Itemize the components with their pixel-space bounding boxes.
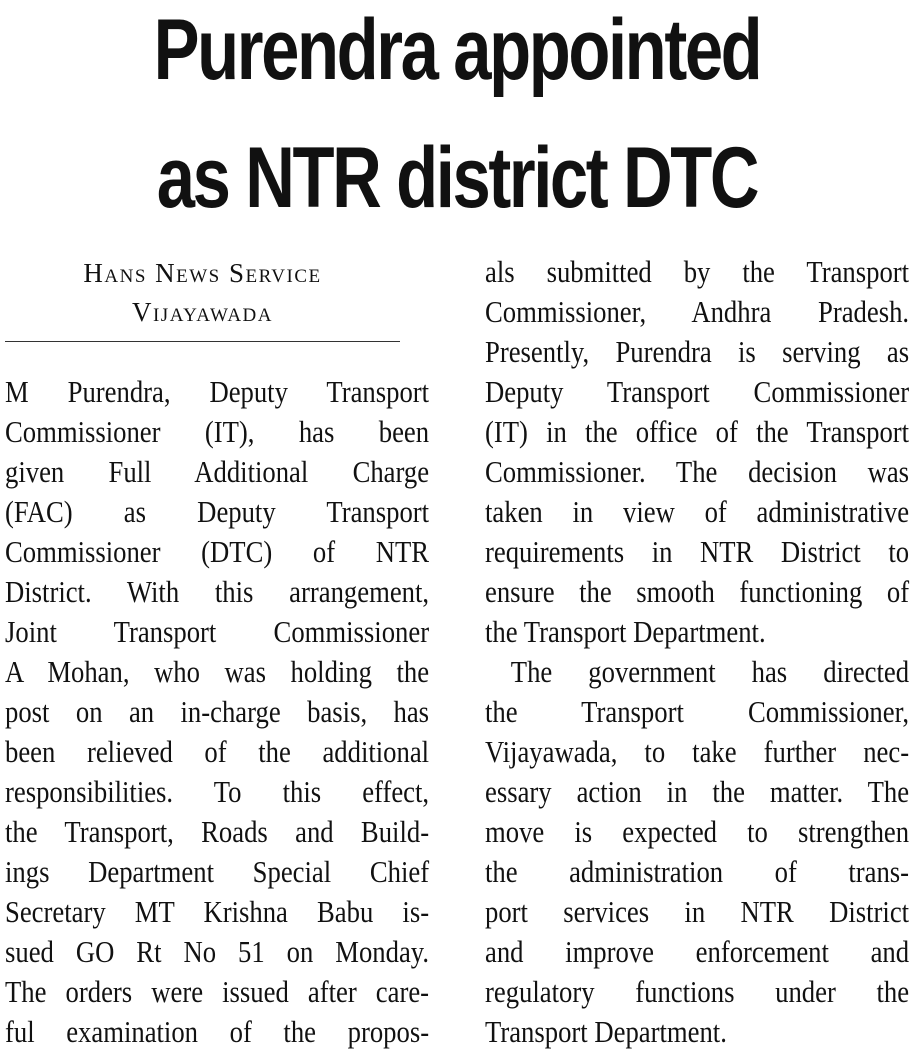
byline-place: Vijayawada: [131, 297, 273, 327]
body-line: The orders were issued after care-: [5, 974, 430, 1009]
body-line: requirements in NTR District to: [485, 534, 910, 569]
body-line: (FAC) as Deputy Transport: [5, 494, 430, 529]
body-line: The government has directed: [510, 654, 910, 689]
body-line: the administration of trans-: [485, 854, 910, 889]
body-line: Vijayawada, to take further nec-: [485, 734, 910, 769]
body-line: essary action in the matter. The: [485, 774, 910, 809]
body-column-left: [5, 372, 429, 1052]
body-line: Secretary MT Krishna Babu is-: [5, 894, 430, 929]
body-line: District. With this arrangement,: [5, 574, 430, 609]
body-line: regulatory functions under the: [485, 974, 910, 1009]
body-line: given Full Additional Charge: [5, 454, 430, 489]
headline-line-2: as NTR district DTC: [156, 130, 758, 226]
body-line: the Transport Commissioner,: [485, 694, 910, 729]
body-line: move is expected to strengthen: [485, 814, 910, 849]
body-line: responsibilities. To this effect,: [5, 774, 430, 809]
body-line: M Purendra, Deputy Transport: [5, 374, 430, 409]
body-line: Deputy Transport Commissioner: [485, 374, 910, 409]
body-line: ful examination of the propos-: [5, 1014, 430, 1049]
body-line: Commissioner (DTC) of NTR: [5, 534, 430, 569]
body-line: A Mohan, who was holding the: [5, 654, 430, 689]
body-line: taken in view of administrative: [485, 494, 910, 529]
body-line: post on an in-charge basis, has: [5, 694, 430, 729]
body-line: and improve enforcement and: [485, 934, 910, 969]
body-line: been relieved of the additional: [5, 734, 430, 769]
body-line: Joint Transport Commissioner: [5, 614, 430, 649]
body-line: Transport Department.: [485, 1014, 727, 1049]
body-line: port services in NTR District: [485, 894, 910, 929]
body-line: the Transport, Roads and Build-: [5, 814, 430, 849]
body-line: the Transport Department.: [485, 614, 766, 649]
body-line: Presently, Purendra is serving as: [485, 334, 910, 369]
body-line: Commissioner, Andhra Pradesh.: [485, 294, 910, 329]
body-line: sued GO Rt No 51 on Monday.: [5, 934, 430, 969]
body-line: (IT) in the office of the Transport: [485, 414, 910, 449]
byline-agency: Hans News Service: [83, 258, 322, 288]
headline-line-1: Purendra appointed: [153, 2, 761, 98]
body-line: ensure the smooth functioning of: [485, 574, 910, 609]
body-column-right: [485, 252, 909, 1052]
byline-divider: [5, 341, 400, 342]
body-line: ings Department Special Chief: [5, 854, 430, 889]
body-line: Commissioner (IT), has been: [5, 414, 430, 449]
body-line: Commissioner. The decision was: [485, 454, 910, 489]
headline: [91, 0, 822, 226]
body-line: als submitted by the Transport: [485, 254, 910, 289]
